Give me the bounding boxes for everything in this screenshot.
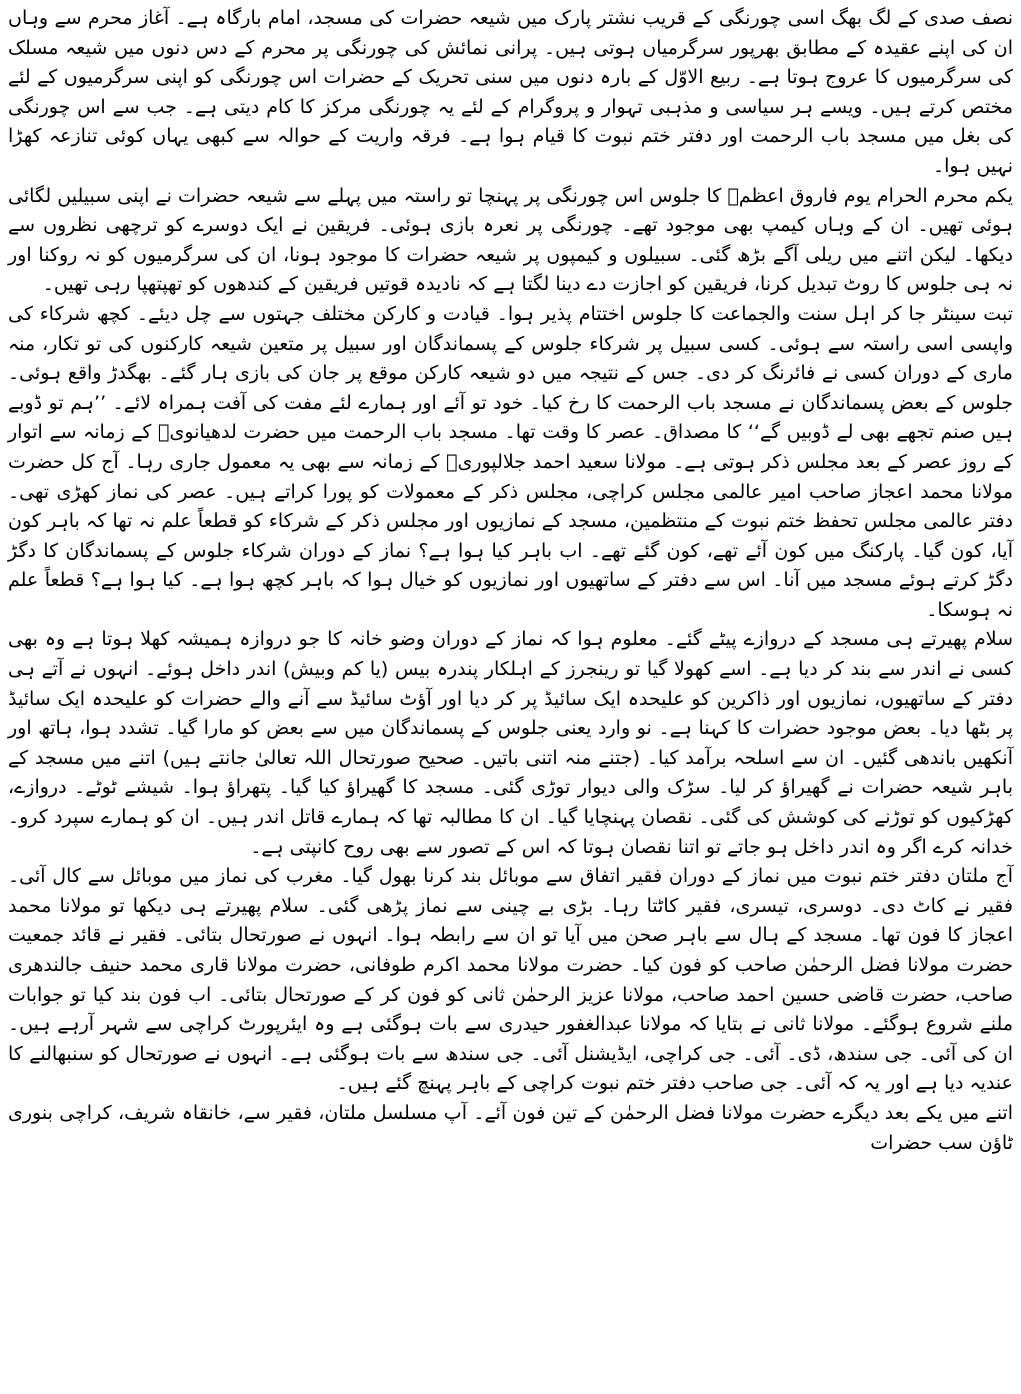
urdu-article	[8, 4, 1013, 1158]
article-paragraph: تبت سینٹر جا کر اہل سنت والجماعت کا جلوس اختتام پذیر ہوا۔ قیادت و کارکن مختلف جہتوں سے چل دیئے۔ کچھ شرکاء کی واپسی اسی راستہ سے ہوئی۔ کسی سبیل پر شرکاء جلوس کے پسماندگان اور سبیل پر متعین شیعہ کارکنوں کی تو تکار، منہ ماری کے دوران کسی نے فائرنگ کر دی۔ جس کے نتیجہ میں دو شیعہ کارکن موقع پر جان کی بازی ہار گئے۔ بھگدڑ واقع ہوئی۔ جلوس کے بعض پسماندگان نے مسجد باب الرحمت کا رخ کیا۔ خود تو آئے اور ہمارے لئے مفت کی آفت ہمراہ لائے۔ ’’ہم تو ڈوبے ہیں صنم تجھے بھی لے ڈوبیں گے‘‘ کا مصداق۔ عصر کا وقت تھا۔ مسجد باب الرحمت میں حضرت لدھیانویؒ کے زمانہ سے اتوار کے روز عصر کے بعد مجلس ذکر ہوتی ہے۔ مولانا سعید احمد جلالپوریؒ کے زمانہ سے بھی یہ معمول جاری رہا۔ آج کل حضرت مولانا محمد اعجاز صاحب امیر عالمی مجلس کراچی، مجلس ذکر کے معمولات کو پورا کراتے ہیں۔ عصر کی نماز کھڑی تھی۔ دفتر عالمی مجلس تحفظ ختم نبوت کے منتظمین، مسجد کے نمازیوں اور مجلس ذکر کے شرکاء کو قطعاً علم نہ تھا کہ باہر کون آیا، کون گیا۔ پارکنگ میں کون آئے تھے، کون گئے تھے۔ اب باہر کیا ہوا ہے؟ نماز کے دوران شرکاء جلوس کے پسماندگان کا دگڑ دگڑ کرتے ہوئے مسجد میں آنا۔ اس سے دفتر کے ساتھیوں اور نمازیوں کو خیال ہوا کہ باہر کچھ ہوا ہے۔ کیا ہوا ہے؟ قطعاً علم نہ ہوسکا۔	[8, 302, 1013, 621]
article-paragraph: نصف صدی کے لگ بھگ اسی چورنگی کے قریب نشتر پارک میں شیعہ حضرات کی مسجد، امام بارگاہ ہے۔ آغاز محرم سے وہاں ان کی اپنے عقیدہ کے مطابق بھرپور سرگرمیاں ہوتی ہیں۔ پرانی نمائش کی چورنگی پر محرم کے دس دنوں میں شیعہ مسلک کی سرگرمیوں کا عروج ہوتا ہے۔ ربیع الاوّل کے بارہ دنوں میں سنی تحریک کے حضرات اس چورنگی کو اپنی سرگرمیوں کے لئے مختص کرتے ہیں۔ ویسے ہر سیاسی و مذہبی تہوار و پروگرام کے لئے یہ چورنگی مرکز کا کام دیتی ہے۔ جب سے اس چورنگی کی بغل میں مسجد باب الرحمت اور دفتر ختم نبوت کا قیام ہوا ہے۔ فرقہ واریت کے حوالہ سے کبھی یہاں کوئی تنازعہ کھڑا نہیں ہوا۔	[8, 7, 1013, 177]
article-paragraph: آج ملتان دفتر ختم نبوت میں نماز کے دوران فقیر اتفاق سے موبائل بند کرنا بھول گیا۔ مغرب کی نماز میں موبائل سے کال آئی۔ فقیر نے کاٹ دی۔ دوسری، تیسری، فقیر کاٹتا رہا۔ بڑی بے چینی سے نماز پڑھی گئی۔ سلام پھیرتے ہی دیکھا تو مولانا محمد اعجاز کا فون تھا۔ مسجد کے ہال سے باہر صحن میں آیا تو ان سے رابطہ ہوا۔ انہوں نے صورتحال بتائی۔ فقیر نے قائد جمعیت حضرت مولانا فضل الرحمٰن صاحب کو فون کیا۔ حضرت مولانا محمد اکرم طوفانی، حضرت مولانا قاری محمد حنیف جالندھری صاحب، حضرت قاضی حسین احمد صاحب، مولانا عزیز الرحمٰن ثانی کو فون کر کے صورتحال بتائی۔ اب فون بند کیا تو جوابات ملنے شروع ہوگئے۔ مولانا ثانی نے بتایا کہ مولانا عبدالغفور حیدری سے بات ہوگئی ہے وہ ایئرپورٹ کراچی سے شہر آرہے ہیں۔ ان کی آئی۔ جی سندھ، ڈی۔ آئی۔ جی کراچی، ایڈیشنل آئی۔ جی سندھ سے بات ہوگئی ہے۔ انہوں نے صورتحال کو سنبھالنے کا عندیہ دیا ہے اور یہ کہ آئی۔ جی صاحب دفتر ختم نبوت کراچی کے باہر پہنچ گئے ہیں۔	[8, 865, 1013, 1095]
article-paragraph: یکم محرم الحرام یوم فاروق اعظمؓ کا جلوس اس چورنگی پر پہنچا تو راستہ میں پہلے سے شیعہ حضرات نے اپنی سبیلیں لگائی ہوئی تھیں۔ ان کے وہاں کیمپ بھی موجود تھے۔ چورنگی پر نعرہ بازی ہوئی۔ فریقین نے ایک دوسرے کو ترچھی نظروں سے دیکھا۔ لیکن اتنے میں ریلی آگے بڑھ گئی۔ سبیلوں و کیمپوں پر شیعہ حضرات کا موجود ہونا، ان کی سرگرمیوں کو نہ روکنا اور نہ ہی جلوس کا روٹ تبدیل کرنا، فریقین کو اجازت دے دینا لگتا ہے کہ نادیدہ قوتیں فریقین کے کندھوں کو تھپتھپا رہی تھیں۔	[8, 184, 1013, 296]
article-paragraph: اتنے میں یکے بعد دیگرے حضرت مولانا فضل الرحمٰن کے تین فون آئے۔ آپ مسلسل ملتان، فقیر سے، خانقاہ شریف، کراچی بنوری ٹاؤن سب حضرات	[8, 1101, 1013, 1154]
article-paragraph: سلام پھیرتے ہی مسجد کے دروازے پیٹے گئے۔ معلوم ہوا کہ نماز کے دوران وضو خانہ کا جو دروازہ ہمیشہ کھلا ہوتا ہے وہ بھی کسی نے اندر سے بند کر دیا ہے۔ اسے کھولا گیا تو رینجرز کے اہلکار پندرہ بیس (یا کم وبیش) اندر داخل ہوئے۔ انہوں نے آتے ہی دفتر کے ساتھیوں، نمازیوں اور ذاکرین کو علیحدہ ایک سائیڈ پر کر دیا اور آؤٹ سائیڈ سے آنے والے حضرات کو علیحدہ ایک سائیڈ پر بٹھا دیا۔ بعض موجود حضرات کا کہنا ہے۔ نو وارد یعنی جلوس کے پسماندگان میں سے بعض کو مارا گیا۔ تشدد ہوا، ہاتھ اور آنکھیں باندھی گئیں۔ ان سے اسلحہ برآمد کیا۔ (جتنے منہ اتنی باتیں۔ صحیح صورتحال اللہ تعالیٰ جانتے ہیں) اتنے میں مسجد کے باہر شیعہ حضرات نے گھیراؤ کر لیا۔ سڑک والی دیوار توڑی گئی۔ مسجد کا گھیراؤ کیا گیا۔ پتھراؤ ہوا۔ شیشے ٹوٹے۔ دروازے، کھڑکیوں کو توڑنے کی کوشش کی گئی۔ نقصان پہنچایا گیا۔ ان کا مطالبہ تھا کہ ہمارے قاتل اندر ہیں۔ ان کو ہمارے سپرد کرو۔ خدانہ کرے اگر وہ اندر داخل ہو جاتے تو اتنا نقصان ہوتا کہ اس کے تصور سے بھی روح کانپتی ہے۔	[8, 628, 1013, 858]
